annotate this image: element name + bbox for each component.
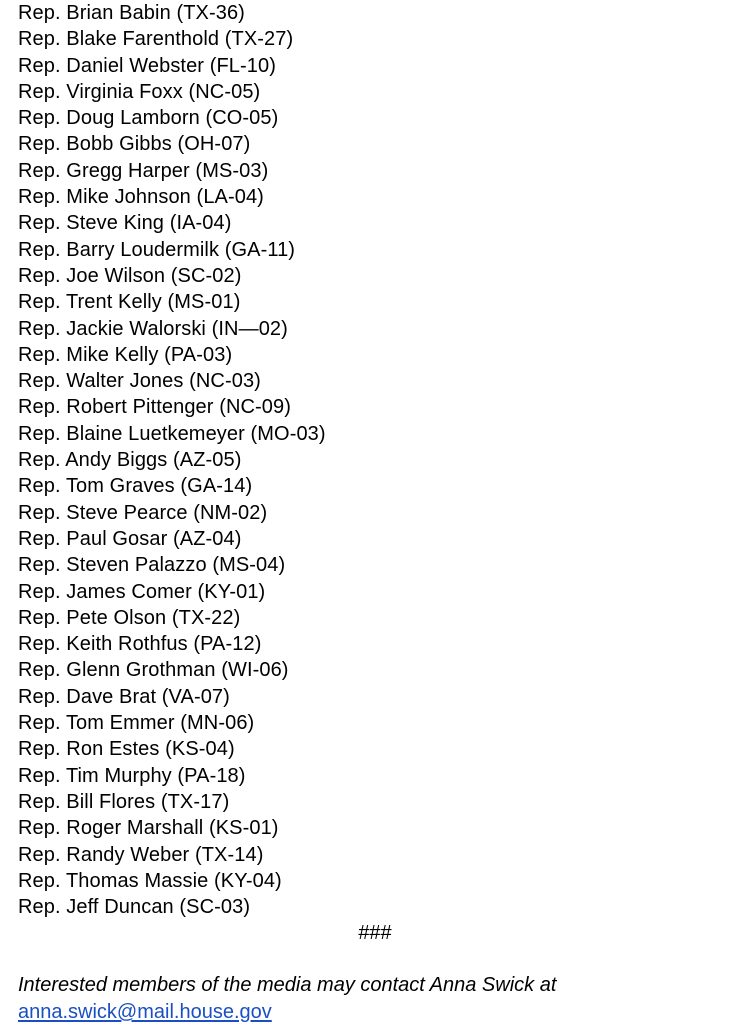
representative-list-item: Rep. Mike Johnson (LA-04): [18, 186, 264, 209]
representative-list-item: Rep. Steve Pearce (NM-02): [18, 501, 268, 524]
representative-list-item: Rep. Doug Lamborn (CO-05): [18, 107, 279, 130]
representative-list-item: Rep. Joe Wilson (SC-02): [18, 264, 242, 287]
representative-list-item: Rep. Roger Marshall (KS-01): [18, 817, 279, 840]
representative-list-item: Rep. Jackie Walorski (IN—02): [18, 317, 288, 340]
representative-list-item: Rep. Blake Farenthold (TX-27): [18, 28, 294, 51]
representative-list-item: Rep. Pete Olson (TX-22): [18, 606, 241, 629]
representative-list-item: Rep. Mike Kelly (PA-03): [18, 343, 233, 366]
representative-list-item: Rep. Brian Babin (TX-36): [18, 2, 245, 24]
representative-list-item: Rep. Dave Brat (VA-07): [18, 685, 230, 708]
document-body: [18, 0, 738, 1025]
representative-list-item: Rep. Glenn Grothman (WI-06): [18, 659, 289, 682]
representative-list-item: Rep. Andy Biggs (AZ-05): [18, 449, 242, 472]
representative-list-item: Rep. Trent Kelly (MS-01): [18, 291, 241, 314]
representative-list-item: Rep. Daniel Webster (FL-10): [18, 54, 276, 77]
representative-list-item: Rep. Walter Jones (NC-03): [18, 370, 261, 393]
representative-list-item: Rep. Bill Flores (TX-17): [18, 790, 230, 813]
representative-list-item: Rep. Gregg Harper (MS-03): [18, 159, 269, 182]
representative-list-item: Rep. Virginia Foxx (NC-05): [18, 80, 261, 103]
representative-list-item: Rep. Ron Estes (KS-04): [18, 738, 235, 761]
representative-list-item: Rep. Tim Murphy (PA-18): [18, 764, 246, 787]
representative-list-item: Rep. Tom Graves (GA-14): [18, 475, 253, 498]
representative-list-item: Rep. Robert Pittenger (NC-09): [18, 396, 292, 419]
representative-list-item: Rep. Jeff Duncan (SC-03): [18, 896, 251, 919]
representative-list-item: Rep. Paul Gosar (AZ-04): [18, 527, 242, 550]
representative-list-item: Rep. Randy Weber (TX-14): [18, 843, 264, 866]
representative-list-item: Rep. Bobb Gibbs (OH-07): [18, 133, 251, 156]
representative-list-item: Rep. Tom Emmer (MN-06): [18, 712, 255, 735]
end-of-release-mark: ###: [358, 922, 392, 945]
media-contact-email-link[interactable]: anna.swick@mail.house.gov: [18, 1000, 272, 1023]
representative-list-item: Rep. James Comer (KY-01): [18, 580, 266, 603]
media-contact-text: Interested members of the media may contact Anna Swick at: [18, 974, 557, 997]
representative-list-item: Rep. Barry Loudermilk (GA-11): [18, 238, 296, 261]
representative-list: [18, 0, 738, 920]
representative-list-item: Rep. Steve King (IA-04): [18, 212, 232, 235]
blank-line: [18, 946, 738, 972]
representative-list-item: Rep. Blaine Luetkemeyer (MO-03): [18, 422, 326, 445]
representative-list-item: Rep. Steven Palazzo (MS-04): [18, 554, 286, 577]
representative-list-item: Rep. Keith Rothfus (PA-12): [18, 633, 262, 656]
representative-list-item: Rep. Thomas Massie (KY-04): [18, 869, 282, 892]
